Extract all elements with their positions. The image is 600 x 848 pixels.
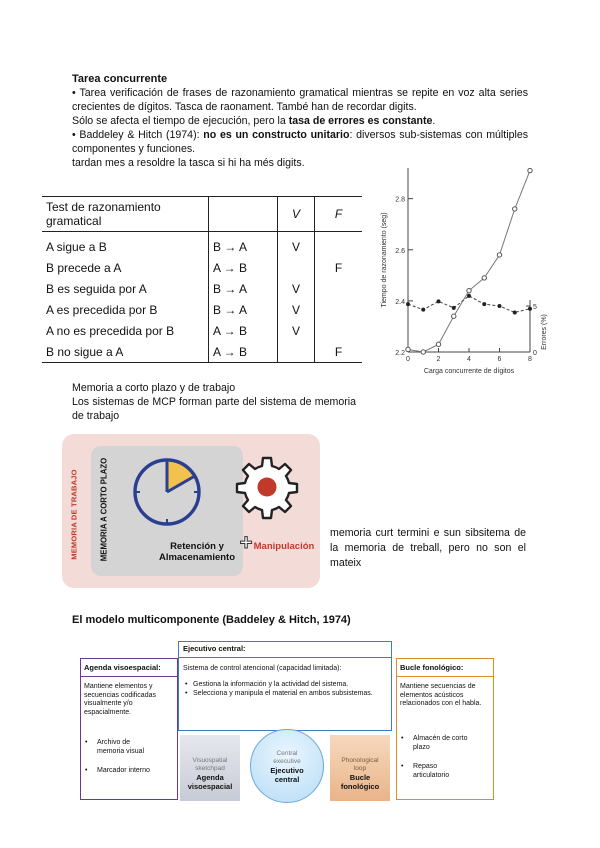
data-point-errors — [467, 294, 471, 298]
data-point-errors — [421, 308, 425, 312]
mini-visuospatial: Visuospatial sketchpad Agenda visoespacial — [180, 735, 240, 801]
mini-central-executive: Central executive Ejecutivo central — [250, 729, 324, 803]
section-multicomponent-title: El modelo multicomponente (Baddeley & Hitch, 1974) — [72, 614, 351, 626]
table-cell-f — [315, 299, 363, 320]
central-executive-subtitle: Sistema de control atencional (capacidad limitada): — [183, 665, 342, 672]
central-executive-title: Ejecutivo central: — [183, 644, 246, 653]
constant-error-line: Sólo se afecta el tiempo de ejecución, pero la tasa de errores es constante. — [72, 115, 436, 127]
table-cell-f — [315, 232, 363, 258]
table-cell-v: V — [278, 232, 315, 258]
table-row — [42, 278, 362, 299]
data-point-errors — [513, 310, 517, 314]
data-point-time — [421, 350, 425, 354]
bullet-concurrent-task: • Tarea verificación de frases de razonamiento gramatical mientras se repite en voz alta series crecientes de dígitos. Tasca de raonament. També han de recordar digits. — [72, 87, 528, 113]
gear-center — [258, 478, 277, 497]
table-row — [42, 320, 362, 341]
series-line-errors — [408, 296, 530, 313]
table-cell-pair: B → A — [209, 232, 278, 258]
x-tick-label: 4 — [467, 356, 471, 363]
data-point-errors — [482, 302, 486, 306]
data-point-time — [513, 207, 517, 211]
bullet-baddeley-hitch: • Baddeley & Hitch (1974): no es un constructo unitario: diversos sub-sistemas con múltiples componentes y funciones. — [72, 129, 529, 155]
y-tick-label: 2.6 — [395, 247, 405, 255]
visuospatial-box — [80, 658, 178, 800]
y-tick-label: 2.2 — [395, 350, 405, 357]
table-header-v: V — [278, 197, 315, 232]
visuospatial-bullets — [85, 739, 171, 776]
data-point-errors — [452, 306, 456, 310]
list-item: • Archivo de memoria visual — [85, 739, 145, 755]
table-row — [42, 299, 362, 320]
table-cell-sentence: B es seguida por A — [42, 278, 209, 299]
table-cell-v: V — [278, 320, 315, 341]
table-row — [42, 257, 362, 278]
central-executive-box — [178, 641, 392, 731]
table-cell-v — [278, 341, 315, 363]
data-point-time — [482, 276, 486, 280]
x-tick-label: 8 — [528, 356, 532, 363]
data-point-time — [436, 342, 440, 346]
reasoning-time-chart — [372, 160, 558, 388]
table-cell-pair: B → A — [209, 278, 278, 299]
manipulation-label: Manipulación — [253, 541, 315, 552]
table-cell-sentence: A sigue a B — [42, 232, 209, 258]
data-point-errors — [406, 302, 410, 306]
visuospatial-title: Agenda visoespacial: — [84, 663, 161, 672]
working-memory-diagram — [62, 434, 320, 588]
y-tick-label: 2.4 — [395, 298, 405, 306]
list-item: • Selecciona y manipula el material en ambos subsistemas. — [185, 689, 373, 697]
not-unitary-bold: no es un constructo unitario — [203, 129, 350, 141]
reasoning-table-wrapper — [42, 196, 362, 363]
series-line-time — [408, 171, 530, 352]
table-header-f: F — [334, 207, 343, 221]
mini-phonological: Phonological loop Bucle fonológico — [330, 735, 390, 801]
phonological-title: Bucle fonológico: — [400, 663, 464, 672]
visuospatial-text: Mantiene elementos y secuencias codificadas visualmente y/o espacialmente. — [84, 683, 156, 716]
data-point-time — [467, 288, 471, 292]
data-point-time — [497, 253, 501, 257]
short-term-memory-vertical-label: MEMORIA A CORTO PLAZO — [99, 457, 109, 562]
visuospatial-divider — [81, 676, 177, 677]
section-title: Tarea concurrente — [72, 73, 168, 85]
table-cell-pair: A → B — [209, 341, 278, 363]
table-cell-pair: B → A — [209, 299, 278, 320]
table-row — [42, 232, 362, 258]
data-point-time — [406, 347, 410, 351]
y-tick-label: 2.8 — [395, 196, 405, 204]
y2-axis-label: Errores (%) — [541, 314, 548, 350]
table-cell-f: F — [334, 344, 343, 359]
table-cell-sentence: A es precedida por B — [42, 299, 209, 320]
phonological-bullets — [401, 735, 487, 780]
table-header-row — [42, 197, 362, 232]
x-axis-label: Carga concurrente de dígitos — [423, 368, 515, 375]
table-cell-sentence: A no es precedida por B — [42, 320, 209, 341]
table-cell-f — [315, 278, 363, 299]
reasoning-table — [42, 196, 362, 363]
x-tick-label: 6 — [497, 356, 502, 363]
table-cell-pair: A → B — [209, 320, 278, 341]
table-cell-f: F — [334, 260, 343, 275]
phonological-divider — [397, 676, 493, 677]
working-memory-vertical-label: MEMORIA DE TRABAJO — [69, 469, 79, 560]
storage-label: Retención y Almacenamiento — [158, 541, 236, 563]
section-concurrent-task — [72, 72, 528, 170]
plus-icon: + — [239, 530, 253, 555]
constant-error-bold: tasa de errores es constante — [288, 115, 433, 127]
clock-icon — [129, 454, 205, 530]
table-header-test: Test de razonamiento gramatical — [42, 197, 209, 232]
section-stm-wm — [72, 381, 356, 423]
central-executive-divider — [179, 657, 391, 658]
table-cell-v: V — [278, 278, 315, 299]
handwritten-note: tardan mes a resoldre la tasca si hi ha més digits. — [72, 157, 305, 169]
table-cell-f — [315, 320, 363, 341]
data-point-errors — [437, 299, 441, 303]
y-axis-label: Tiempo de razonamiento (seg) — [381, 212, 388, 308]
phonological-box — [396, 658, 494, 800]
gear-icon — [234, 454, 300, 520]
data-point-errors — [498, 304, 502, 308]
list-item: • Gestiona la información y la actividad del sistema. — [185, 681, 349, 688]
table-row — [42, 341, 362, 363]
phonological-text: Mantiene secuencias de elementos acústicos relacionados con el habla. — [400, 683, 482, 707]
y2-tick-label: 0 — [533, 350, 537, 357]
x-tick-label: 0 — [406, 356, 410, 363]
data-point-time — [528, 168, 532, 172]
section-text: Los sistemas de MCP forman parte del sistema de memoria de trabajo — [72, 396, 356, 422]
section-title: Memoria a corto plazo y de trabajo — [72, 382, 236, 394]
table-cell-sentence: B precede a A — [42, 257, 209, 278]
central-executive-bullets — [185, 681, 385, 698]
table-header-pair — [209, 197, 278, 232]
data-point-errors — [528, 307, 532, 311]
y2-tick-label: 5 — [533, 304, 537, 311]
short-term-memory-box — [91, 446, 243, 576]
table-cell-sentence: B no sigue a A — [42, 341, 209, 363]
data-point-time — [452, 314, 456, 318]
table-body — [42, 232, 362, 363]
table-cell-v: V — [278, 299, 315, 320]
side-note: memoria curt termini e sun sibsitema de la memoria de treball, pero no son el mateix — [330, 527, 526, 569]
mini-model — [180, 735, 390, 805]
list-item: • Almacén de corto plazo — [401, 735, 468, 751]
table-cell-v — [278, 257, 315, 278]
list-item: • Repaso articulatorio — [401, 763, 450, 779]
x-tick-label: 2 — [436, 356, 441, 363]
list-item: • Marcador interno — [85, 767, 150, 774]
table-cell-pair: A → B — [209, 257, 278, 278]
